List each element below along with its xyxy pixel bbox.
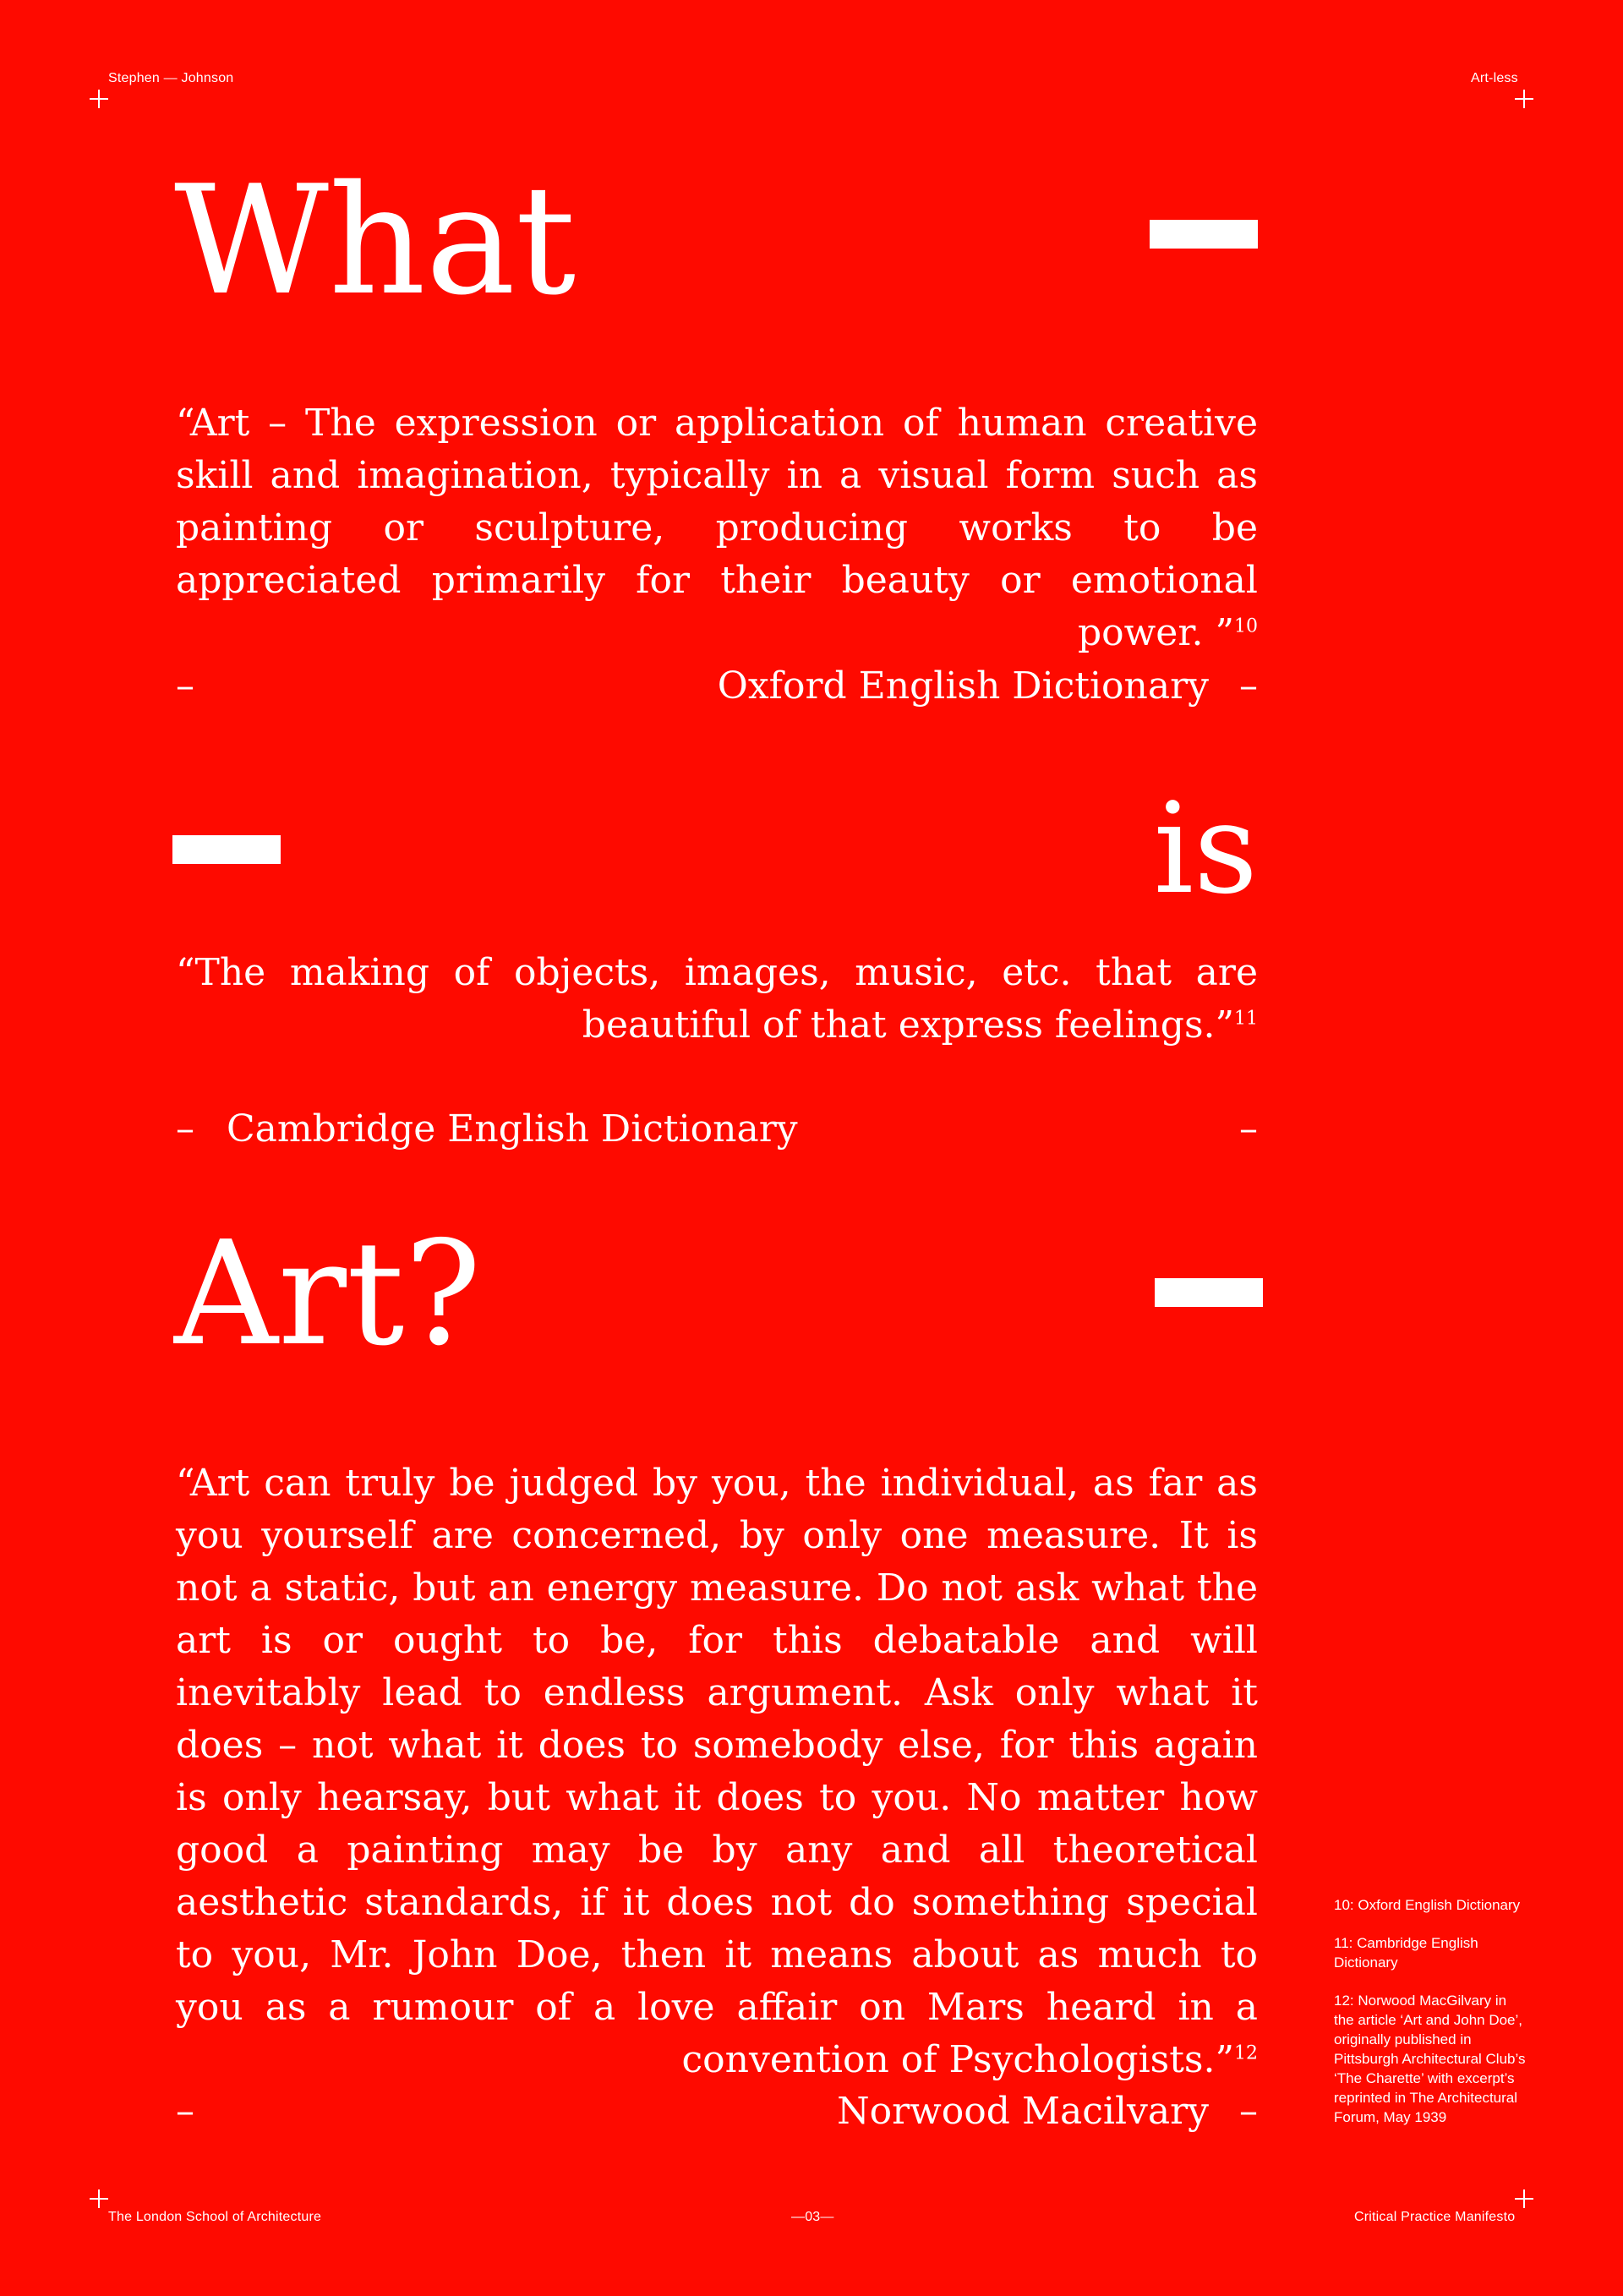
source-macgilvary: Norwood Macilvary [837, 2090, 1209, 2133]
quote-cambridge [176, 947, 1258, 1052]
decorative-bar-2 [172, 835, 281, 864]
footnotes-list [1334, 1895, 1528, 2146]
crosshair-top-right-icon [1515, 90, 1533, 108]
document-title: Critical Practice Manifesto [1354, 2210, 1516, 2224]
source-cambridge: Cambridge English Dictionary [227, 1107, 798, 1151]
dash-left: – [176, 664, 194, 708]
dash-right: – [1239, 1107, 1258, 1151]
attribution-macgilvary [176, 2086, 1258, 2137]
footnote-11: 11: Cambridge English Dictionary [1334, 1935, 1478, 1971]
footnote-ref-12: 12 [1234, 2042, 1258, 2064]
source-oxford: Oxford English Dictionary [717, 664, 1209, 708]
footnote-10: 10: Oxford English Dictionary [1334, 1897, 1521, 1913]
footnote-ref-11: 11 [1234, 1008, 1258, 1030]
headword-is: is [1153, 776, 1258, 921]
dash-right: – [1239, 2090, 1258, 2133]
decorative-bar-3 [1155, 1278, 1263, 1307]
project-label: Art-less [1471, 71, 1518, 85]
attribution-oxford [176, 661, 1258, 712]
crosshair-top-left-icon [90, 90, 108, 108]
quote-cambridge-text: “The making of objects, images, music, etc. that are beautiful of that express feelings.” [176, 951, 1258, 1047]
quote-macgilvary-text: “Art can truly be judged by you, the individual, as far as you yourself are concerned, by only one measure. It is not a static, but an energy measure. Do not ask what the art is or ought to be, for this debatable and will inevitably lead to endless argument. Ask only what it does – not what it does to somebody else, for this again is only hearsay, but what it does to you. No matter how good a painting may be by any and all theoretical aesthetic standards, if it does not do something special to you, Mr. John Doe, then it means about as much to you as a rumour of a love affair on Mars heard in a convention of Psychologists.” [176, 1462, 1258, 2081]
crosshair-bottom-right-icon [1515, 2189, 1533, 2208]
dash-left: – [176, 2090, 194, 2133]
decorative-bar-1 [1150, 220, 1258, 249]
school-label: The London School of Architecture [108, 2210, 322, 2224]
quote-oxford [176, 397, 1258, 659]
author-label: Stephen — Johnson [108, 71, 234, 85]
dash-right: – [1239, 664, 1258, 708]
headword-what: What [174, 153, 577, 328]
attribution-cambridge [176, 1104, 1258, 1155]
page-number: —03— [791, 2210, 834, 2224]
headword-art: Art? [174, 1211, 482, 1378]
crosshair-bottom-left-icon [90, 2189, 108, 2208]
quote-oxford-text: “Art – The expression or application of human creative skill and imagination, typically in a visual form such as painting or sculpture, producing works to be appreciated primarily for their beauty or emotional power. ” [176, 402, 1258, 654]
footnote-ref-10: 10 [1234, 615, 1258, 637]
quote-macgilvary [176, 1457, 1258, 2086]
footnote-12: 12: Norwood MacGilvary in the article ‘Art and John Doe’, originally published in Pittsburgh Architectural Club’s ‘The Charette’ with excerpt’s reprinted in The Architectural Forum, May 1939 [1334, 1993, 1526, 2125]
dash-left: – [176, 1107, 194, 1151]
